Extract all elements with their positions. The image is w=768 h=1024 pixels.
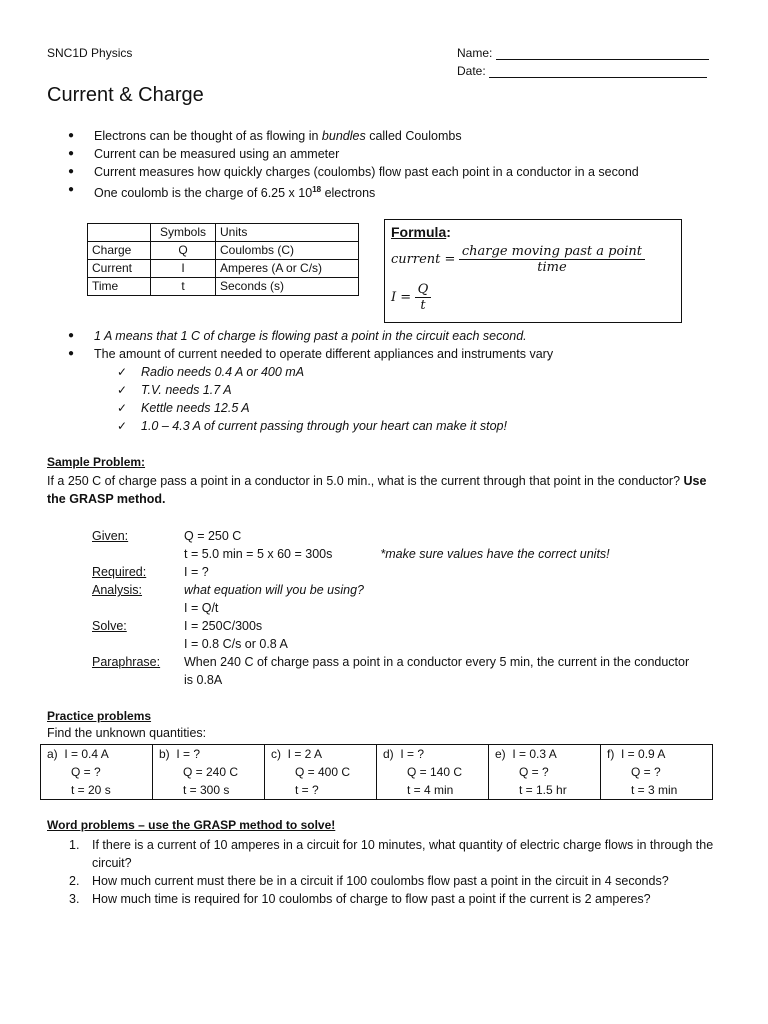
list-item: ● 1 A means that 1 C of charge is flowing past a point in the circuit each second. — [68, 329, 527, 343]
bullet-icon: ● — [68, 348, 75, 359]
table-row: Charge Q Coulombs (C) — [88, 242, 359, 260]
paraphrase-label: Paraphrase: — [92, 655, 161, 669]
list-item: ✓ Kettle needs 12.5 A — [117, 401, 250, 415]
list-item: 3. How much time is required for 10 coulombs of charge to flow past a point if the current is 2 amperes? — [69, 892, 651, 906]
list-item: ✓ T.V. needs 1.7 A — [117, 383, 232, 397]
formula-box — [384, 219, 682, 323]
list-item: ● One coulomb is the charge of 6.25 x $10^{18}$ electrons — [70, 181, 750, 199]
required-label: Required: — [92, 565, 147, 579]
list-item: ● The amount of current needed to operate different appliances and instruments vary — [68, 347, 554, 361]
list-item: 1. If there is a current of 10 amperes in a circuit for 10 minutes, what quantity of electric charge flows in through the circuit? — [69, 838, 714, 870]
intro-bullets — [70, 127, 750, 199]
checkmark-icon: ✓ — [117, 419, 128, 433]
practice-table — [40, 744, 713, 800]
list-item: ● Electrons can be thought of as flowing in bundles called Coulombs — [68, 129, 462, 143]
appliance-list — [117, 363, 737, 435]
info-bullets — [70, 327, 750, 363]
bullet-icon: ● — [68, 130, 75, 141]
solve-label: Solve: — [92, 619, 127, 633]
name-field[interactable] — [457, 46, 709, 60]
formula-symbolic: I = $\frac{Q}{t}$ — [391, 282, 431, 313]
word-problems — [47, 836, 727, 908]
checkmark-icon: ✓ — [117, 365, 128, 379]
practice-cell: d) I = ? Q = 140 C t = 4 min — [377, 745, 489, 800]
table-row — [41, 745, 713, 800]
list-item: ● Current can be measured using an ammeter — [68, 147, 340, 161]
checkmark-icon: ✓ — [117, 383, 128, 397]
practice-cell: a) I = 0.4 A Q = ? t = 20 s — [41, 745, 153, 800]
practice-cell: c) I = 2 A Q = 400 C t = ? — [265, 745, 377, 800]
date-field[interactable] — [457, 64, 707, 78]
date-label: Date: — [457, 64, 486, 78]
word-heading: Word problems – use the GRASP method to solve! — [47, 818, 336, 832]
sample-heading: Sample Problem: — [47, 455, 146, 469]
table-row: Current I Amperes (A or C/s) — [88, 260, 359, 278]
table-row: Symbols Units — [88, 224, 359, 242]
table-row: Time t Seconds (s) — [88, 278, 359, 296]
bullet-icon: ● — [68, 166, 75, 177]
formula-current: current = $\frac{\text{charge moving past a point}}{\text{time}}$ — [391, 244, 645, 275]
practice-cell: f) I = 0.9 A Q = ? t = 3 min — [601, 745, 713, 800]
formula-heading: Formula: — [391, 224, 451, 240]
practice-cell: e) I = 0.3 A Q = ? t = 1.5 hr — [489, 745, 601, 800]
practice-cell: b) I = ? Q = 240 C t = 300 s — [153, 745, 265, 800]
bullet-icon: ● — [68, 330, 75, 341]
list-item: ✓ Radio needs 0.4 A or 400 mA — [117, 365, 305, 379]
units-note: *make sure values have the correct units! — [380, 547, 610, 561]
given-label: Given: — [92, 529, 129, 543]
course-label: SNC1D Physics — [47, 46, 133, 60]
bullet-icon: ● — [68, 184, 75, 195]
bullet-icon: ● — [68, 148, 75, 159]
symbols-table — [87, 223, 359, 296]
grasp-solution: Given: Q = 250 C t = 5.0 min = 5 x 60 = 300s *make sure values have the correct units! Required: I = ? Analysis: what equation will you be using? I = Q/t Solve: I = 250C/300s I = 0.8 C/s or 0.8 A Paraphrase: When 240 C of charge pass a point in a conductor every 5 min, the current in the conductor is 0.8A — [92, 529, 690, 687]
analysis-label: Analysis: — [92, 583, 143, 597]
list-item: ✓ 1.0 – 4.3 A of current passing through your heart can make it stop! — [117, 419, 507, 433]
practice-heading: Practice problems — [47, 709, 152, 723]
list-item: ● Current measures how quickly charges (coulombs) flow past each point in a conductor in a second — [68, 165, 639, 179]
list-item: 2. How much current must there be in a circuit if 100 coulombs flow past a point in the circuit in 4 seconds? — [69, 874, 669, 888]
date-line — [489, 65, 707, 78]
practice-instruction: Find the unknown quantities: — [47, 726, 207, 740]
name-label: Name: — [457, 46, 493, 60]
name-line — [496, 47, 709, 60]
sample-text: If a 250 C of charge pass a point in a conductor in 5.0 min., what is the current through that point in the conductor? Use the GRASP method. — [47, 474, 707, 506]
checkmark-icon: ✓ — [117, 401, 128, 415]
page-title: Current & Charge — [47, 84, 204, 106]
